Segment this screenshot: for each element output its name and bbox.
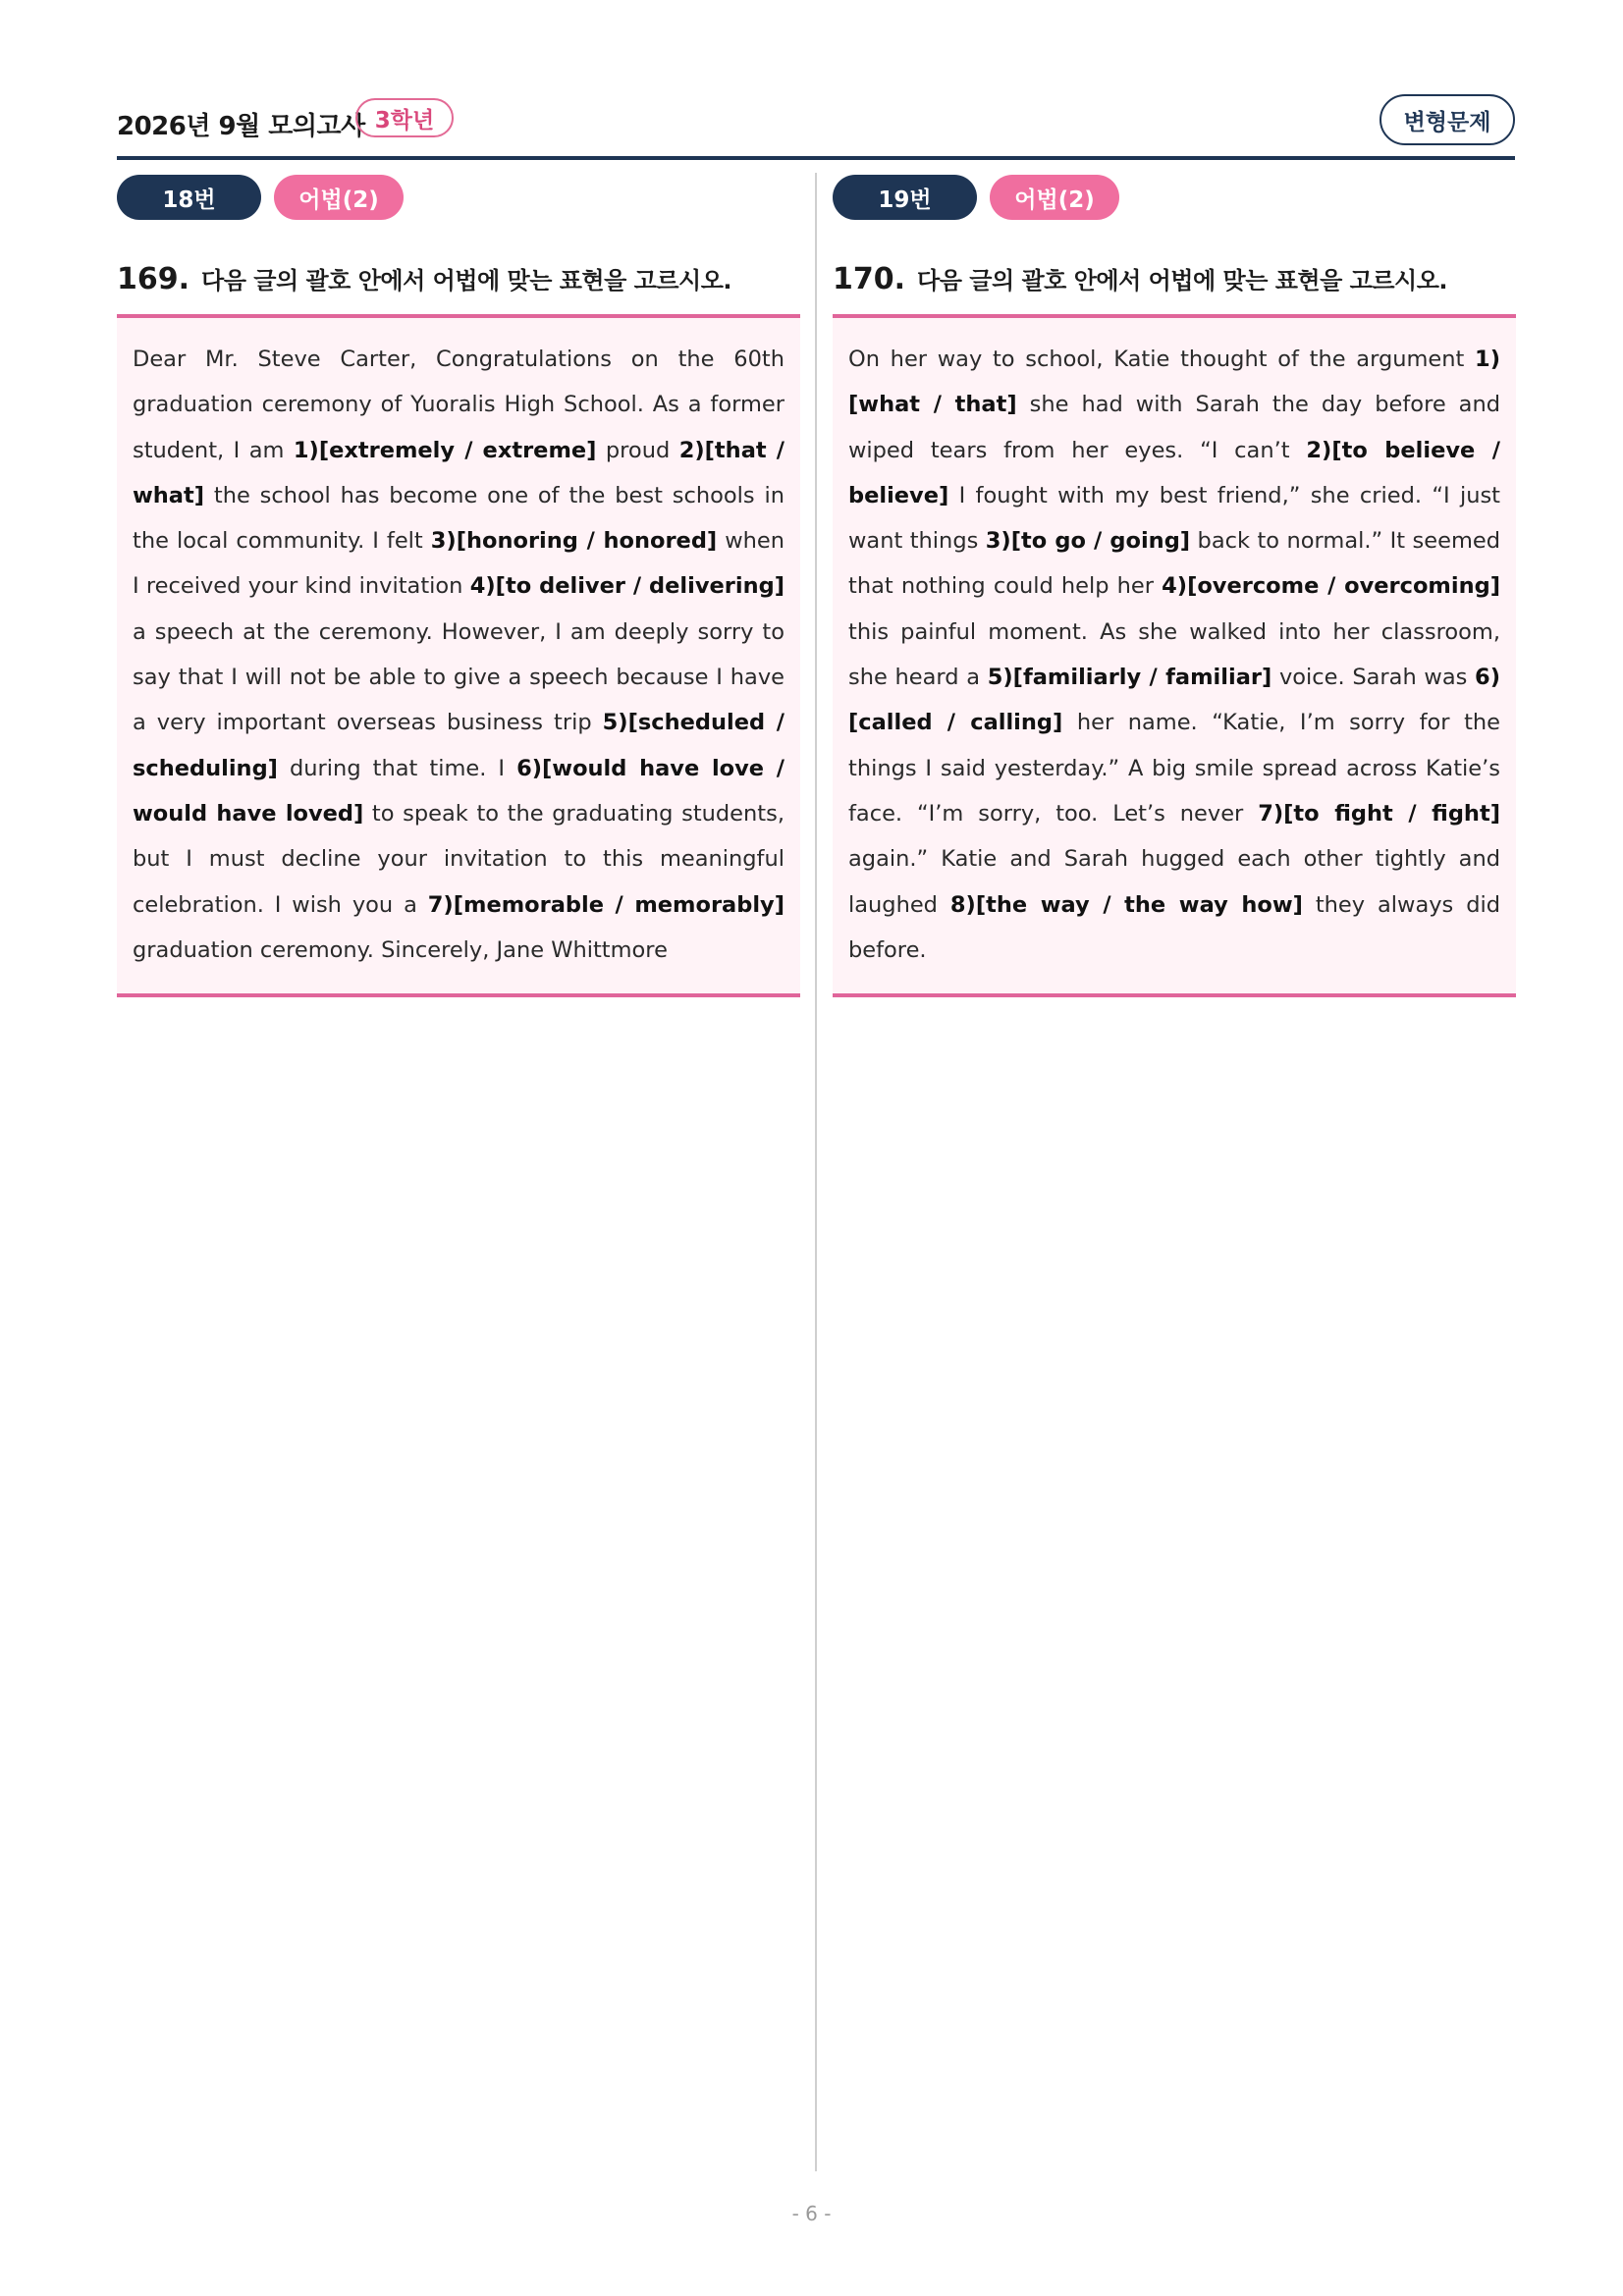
passage-text: her name. “Katie, I’m sorry for the things I said yesterday.” A big smile spread across Katie’s face. “I’m sorry, too. Let’s never — [848, 710, 1500, 827]
page-number: - 6 - — [791, 2202, 832, 2225]
passage-text: during that time. I — [277, 755, 517, 781]
passage-text: graduation ceremony. Sincerely, Jane Whittmore — [133, 936, 668, 963]
question-column-right — [833, 173, 1516, 997]
grade-badge: 3학년 — [355, 98, 454, 137]
answer-choice: 5)[scheduled / scheduling] — [133, 710, 784, 781]
answer-choice: 6)[would have love / would have loved] — [133, 755, 784, 827]
question-number: 169. — [117, 262, 190, 296]
answer-choice: 1)[what / that] — [848, 347, 1500, 418]
passage-text: back to normal.” It seemed that nothing could help her — [848, 528, 1500, 600]
passage-text: voice. Sarah was — [1271, 665, 1476, 691]
answer-choice: 7)[memorable / memorably] — [427, 891, 784, 918]
question-number-tag: 19번 — [833, 175, 977, 220]
header-rule — [117, 156, 1515, 160]
passage-text: she had with Sarah the day before and wiped tears from her eyes. “I can’t — [848, 392, 1501, 463]
question-type-badge: 변형문제 — [1380, 94, 1515, 145]
question-heading — [117, 261, 800, 294]
answer-choice: 3)[to go / going] — [985, 528, 1191, 555]
answer-choice: 1)[extremely / extreme] — [293, 437, 597, 463]
column-divider — [815, 173, 817, 2171]
passage-text: proud — [596, 437, 679, 463]
passage-box — [833, 318, 1516, 997]
passage-text: the school has become one of the best schools in the local community. I felt — [133, 482, 784, 555]
question-heading — [833, 261, 1516, 294]
answer-choice: 6)[called / calling] — [848, 665, 1500, 736]
answer-choice: 8)[the way / the way how] — [949, 891, 1303, 918]
question-instruction: 다음 글의 괄호 안에서 어법에 맞는 표현을 고르시오. — [917, 267, 1447, 294]
question-category-tag: 어법(2) — [274, 175, 404, 220]
page-header — [117, 96, 1515, 157]
passage-text: a speech at the ceremony. However, I am deeply sorry to say that I will not be able to give a speech because I have a very important overseas business trip — [133, 618, 784, 736]
answer-choice: 4)[to deliver / delivering] — [469, 573, 784, 600]
passage-text: this painful moment. As she walked into her classroom, she heard a — [848, 618, 1500, 691]
question-tags — [833, 173, 1516, 222]
answer-choice: 2)[that / what] — [133, 437, 784, 508]
exam-title: 2026년 9월 모의고사 — [117, 112, 365, 141]
answer-choice: 3)[honoring / honored] — [430, 528, 718, 555]
passage-text: they always did before. — [848, 891, 1501, 963]
question-number: 170. — [833, 262, 906, 296]
question-instruction: 다음 글의 괄호 안에서 어법에 맞는 표현을 고르시오. — [201, 267, 731, 294]
question-category-tag: 어법(2) — [990, 175, 1119, 220]
passage-text: I fought with my best friend,” she cried. “I just want things — [848, 482, 1500, 555]
passage-text: when I received your kind invitation — [133, 528, 785, 600]
answer-choice: 5)[familiarly / familiar] — [987, 665, 1272, 691]
answer-choice: 2)[to believe / believe] — [848, 437, 1500, 508]
question-column-left — [117, 173, 800, 997]
passage-text: On her way to school, Katie thought of the argument — [848, 347, 1476, 372]
passage-text: Dear Mr. Steve Carter, Congratulations on the 60th graduation ceremony of Yuoralis High School. As a former student, I am — [133, 347, 784, 463]
passage-box — [117, 318, 800, 997]
question-tags — [117, 173, 800, 222]
passage-text: again.” Katie and Sarah hugged each other tightly and laughed — [848, 846, 1500, 918]
answer-choice: 4)[overcome / overcoming] — [1162, 573, 1500, 600]
passage-text: to speak to the graduating students, but I must decline your invitation to this meaningful celebration. I wish you a — [133, 800, 784, 918]
question-number-tag: 18번 — [117, 175, 261, 220]
answer-choice: 7)[to fight / fight] — [1258, 800, 1500, 827]
